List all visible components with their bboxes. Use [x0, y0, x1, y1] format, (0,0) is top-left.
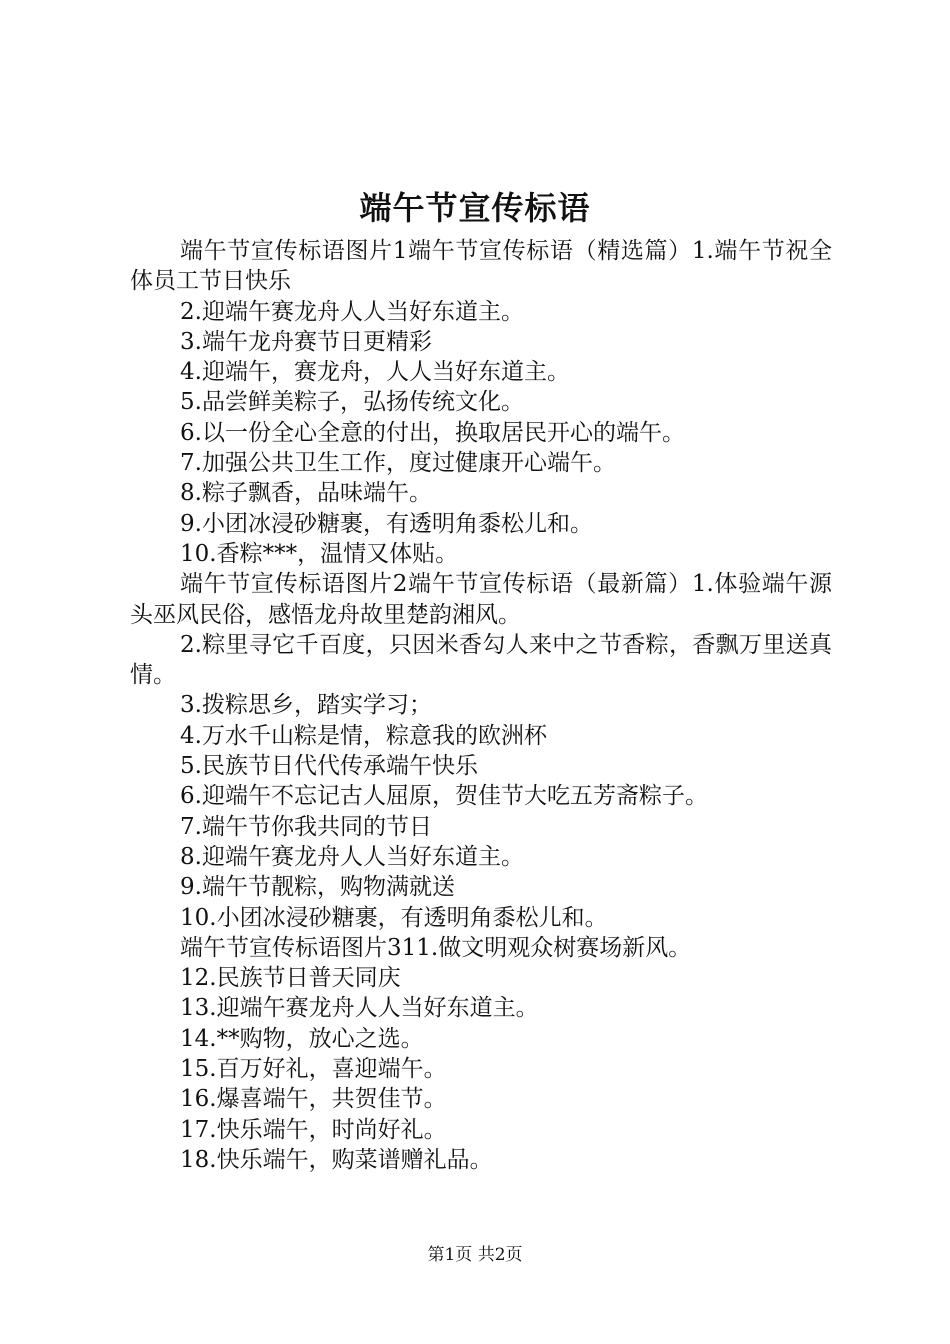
paragraph: 13.迎端午赛龙舟人人当好东道主。 [180, 995, 539, 1022]
paragraph: 8.粽子飘香，品味端午。 [180, 480, 432, 507]
paragraph: 4.万水千山粽是情，粽意我的欧洲杯 [180, 722, 547, 749]
paragraph: 10.小团冰浸砂糖裹，有透明角黍松儿和。 [180, 904, 608, 931]
paragraph: 8.迎端午赛龙舟人人当好东道主。 [180, 843, 524, 870]
paragraph: 15.百万好礼，喜迎端午。 [180, 1056, 447, 1083]
paragraph: 7.端午节你我共同的节日 [180, 813, 432, 840]
page-footer: 第1页 共2页 [427, 1245, 523, 1265]
paragraph: 3.端午龙舟赛节日更精彩 [180, 328, 432, 355]
paragraph: 5.民族节日代代传承端午快乐 [180, 753, 478, 780]
paragraph: 2.迎端午赛龙舟人人当好东道主。 [180, 298, 524, 325]
paragraph: 端午节宣传标语图片311.做文明观众树赛场新风。 [180, 934, 692, 961]
paragraph: 5.品尝鲜美粽子，弘扬传统文化。 [180, 389, 524, 416]
document-title: 端午节宣传标语 [359, 189, 591, 227]
paragraph: 18.快乐端午，购菜谱赠礼品。 [180, 1146, 493, 1173]
paragraph: 6.迎端午不忘记古人屈原，贺佳节大吃五芳斋粽子。 [180, 783, 708, 810]
paragraph: 14.**购物，放心之选。 [180, 1025, 424, 1052]
paragraph: 16.爆喜端午，共贺佳节。 [180, 1086, 447, 1113]
paragraph: 9.端午节靓粽，购物满就送 [180, 874, 455, 901]
paragraph: 3.拨粽思乡，踏实学习； [180, 692, 432, 719]
paragraph: 端午节宣传标语图片1端午节宣传标语（精选篇）1.端午节祝全体员工节日快乐 [130, 238, 832, 295]
paragraph: 17.快乐端午，时尚好礼。 [180, 1116, 447, 1143]
paragraph: 12.民族节日普天同庆 [180, 965, 401, 992]
paragraph: 4.迎端午，赛龙舟，人人当好东道主。 [180, 359, 570, 386]
paragraph: 6.以一份全心全意的付出，换取居民开心的端午。 [180, 419, 685, 446]
paragraph: 2.粽里寻它千百度，只因米香勾人来中之节香粽，香飘万里送真情。 [130, 631, 832, 689]
document-body [130, 236, 832, 1175]
paragraph: 9.小团冰浸砂糖裹，有透明角黍松儿和。 [180, 510, 593, 537]
paragraph: 10.香粽***，温情又体贴。 [180, 540, 459, 567]
paragraph: 端午节宣传标语图片2端午节宣传标语（最新篇）1.体验端午源头巫风民俗，感悟龙舟故里楚韵湘风。 [130, 571, 832, 628]
paragraph: 7.加强公共卫生工作，度过健康开心端午。 [180, 450, 616, 477]
